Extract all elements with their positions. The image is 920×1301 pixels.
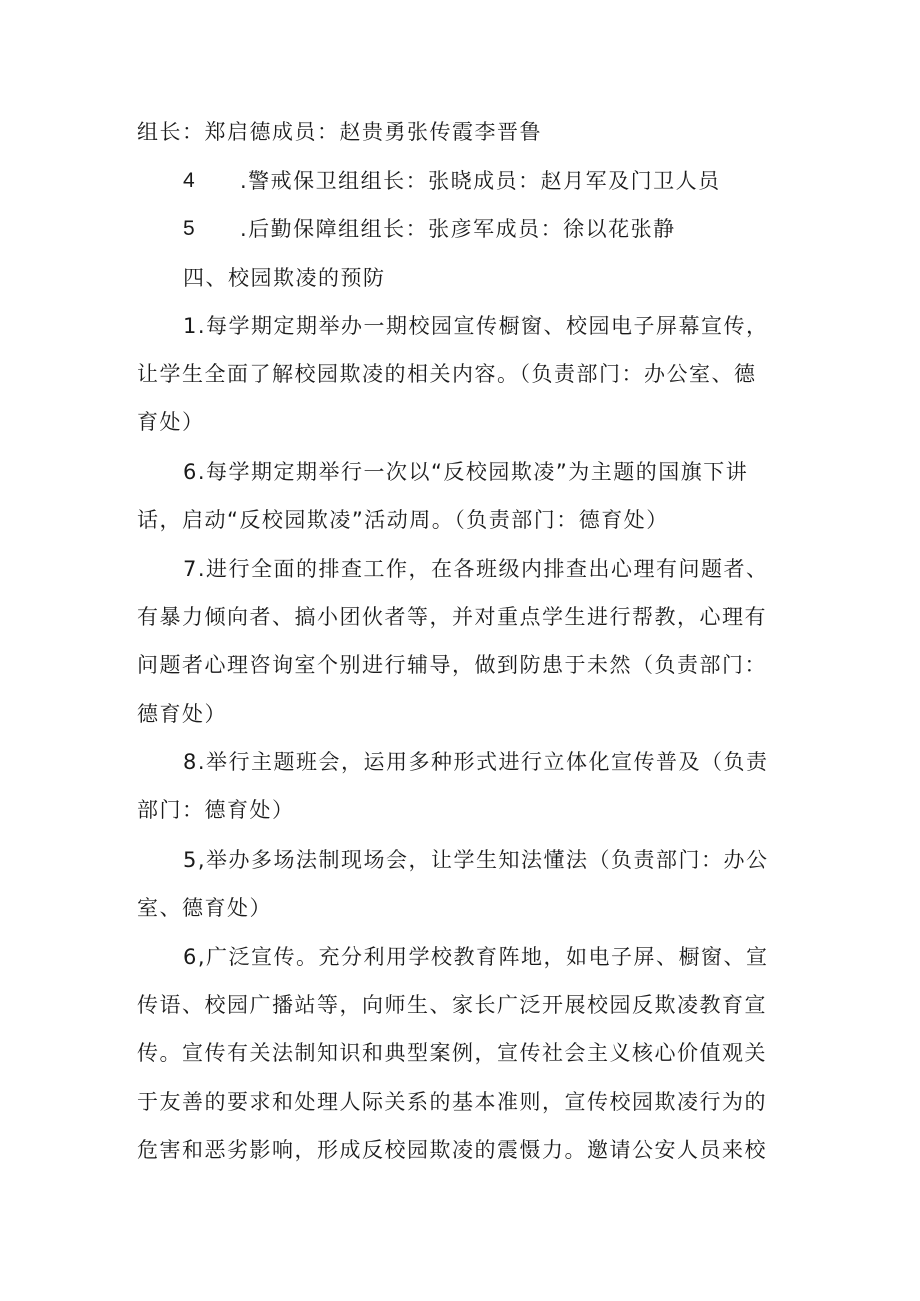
text-line: 危害和恶劣影响，形成反校园欺凌的震慑力。邀请公安人员来校 [137, 1138, 767, 1162]
text-line: 室、德育处） [137, 896, 272, 920]
text-line: 德育处） [137, 702, 227, 726]
text-line: 传。宣传有关法制知识和典型案例，宣传社会主义核心价值观关 [137, 1041, 767, 1065]
text-line: 问题者心理咨询室个别进行辅导，做到防患于未然（负责部门： [137, 653, 767, 677]
list-text: .警戒保卫组组长：张晓成员：赵月军及门卫人员 [240, 169, 721, 193]
text-line: 6,广泛宣传。充分利用学校教育阵地，如电子屏、橱窗、宣 [183, 945, 769, 969]
list-item [0, 214, 920, 244]
text-line: 7.进行全面的排查工作，在各班级内排查出心理有问题者、 [183, 557, 769, 581]
list-number: 4 [183, 169, 197, 192]
text-line: 育处） [137, 410, 205, 434]
text-line: 组长：郑启德成员：赵贵勇张传霞李晋鲁 [137, 120, 542, 144]
text-line: 于友善的要求和处理人际关系的基本准则，宣传校园欺凌行为的 [137, 1090, 767, 1114]
list-item [0, 166, 920, 196]
text-line: 6.每学期定期举行一次以“反校园欺凌”为主题的国旗下讲 [183, 460, 749, 484]
text-line: 8.举行主题班会，运用多种形式进行立体化宣传普及（负责 [183, 750, 769, 774]
text-line: 话，启动“反校园欺凌”活动周。（负责部门：德育处） [137, 508, 669, 532]
text-line: 5,举办多场法制现场会，让学生知法懂法（负责部门：办公 [183, 848, 769, 872]
section-heading: 四、校园欺凌的预防 [183, 266, 386, 290]
text-line: 让学生全面了解校园欺凌的相关内容。（负责部门：办公室、德 [137, 362, 757, 386]
text-line: 部门：德育处） [137, 798, 295, 822]
text-line: 传语、校园广播站等，向师生、家长广泛开展校园反欺凌教育宣 [137, 993, 767, 1017]
list-number: 5 [183, 217, 197, 240]
list-text: .后勤保障组组长：张彦军成员：徐以花张静 [240, 217, 676, 241]
text-line: 有暴力倾向者、搞小团伙者等，并对重点学生进行帮教，心理有 [137, 605, 767, 629]
text-line: 1.每学期定期举办一期校园宣传橱窗、校园电子屏幕宣传， [183, 314, 769, 338]
